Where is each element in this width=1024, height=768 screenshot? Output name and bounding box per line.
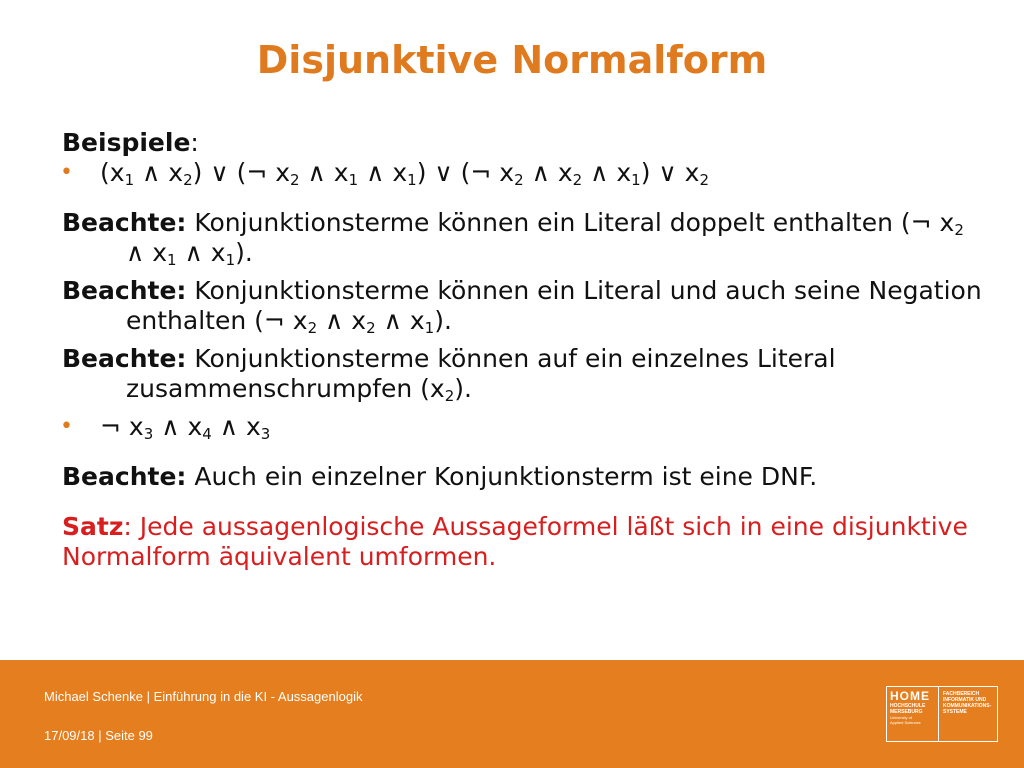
note-label: Beachte: bbox=[62, 208, 187, 237]
logo-name-1: HOCHSCHULE bbox=[890, 703, 926, 709]
formula-2: ¬ $x_3$ ∧ $x_4$ ∧ $x_3$ bbox=[100, 412, 271, 443]
logo-mark: HOME bbox=[890, 689, 930, 703]
footer-bar bbox=[0, 660, 1024, 768]
logo-sub-1: University of bbox=[890, 715, 913, 720]
note-negation bbox=[62, 276, 982, 336]
note-single-term bbox=[62, 462, 982, 492]
slide-content bbox=[62, 128, 982, 572]
bullet-icon: • bbox=[60, 160, 73, 185]
note-text: Auch ein einzelner Konjunktionsterm ist eine DNF. bbox=[186, 462, 818, 491]
theorem bbox=[62, 512, 982, 572]
bullet-icon: • bbox=[60, 414, 73, 439]
examples-heading-colon: : bbox=[190, 128, 199, 157]
university-logo bbox=[886, 686, 998, 742]
logo-university bbox=[887, 687, 939, 741]
footer-date-page: 17/09/18 | Seite 99 bbox=[44, 728, 153, 743]
note-double-literal bbox=[62, 208, 982, 268]
formula-1: ($x_1$ ∧ $x_2$) ∨ (¬ $x_2$ ∧ $x_1$ ∧ $x_1$) ∨ (¬ $x_2$ ∧ $x_2$ ∧ $x_1$) ∨ $x_2$ bbox=[100, 158, 710, 189]
logo-dept-3: KOMMUNIKATIONS- bbox=[943, 703, 992, 709]
logo-dept-4: SYSTEME bbox=[943, 709, 967, 715]
note-label: Beachte: bbox=[62, 344, 187, 373]
logo-dept-1: FACHBEREICH bbox=[943, 691, 980, 697]
bullet-formula-1 bbox=[62, 158, 982, 188]
bullet-formula-2 bbox=[62, 412, 982, 442]
examples-heading bbox=[62, 128, 982, 158]
note-label: Beachte: bbox=[62, 276, 187, 305]
note-text: Konjunktionsterme können auf ein einzelnes Literal zusammenschrumpfen $(x_2)$. bbox=[126, 344, 836, 405]
note-text: Konjunktionsterme können ein Literal doppelt enthalten (¬ $x_2$ ∧ $x_1$ ∧ $x_1$). bbox=[126, 208, 964, 269]
examples-heading-label: Beispiele bbox=[62, 128, 191, 157]
footer-author-course: Michael Schenke | Einführung in die KI - Aussagenlogik bbox=[44, 689, 363, 704]
slide-title: Disjunktive Normalform bbox=[256, 38, 768, 82]
logo-sub-2: Applied Sciences bbox=[890, 720, 921, 725]
theorem-text: : Jede aussagenlogische Aussageformel läßt sich in eine disjunktive Normalform äquivalent umformen. bbox=[62, 512, 968, 571]
note-label: Beachte: bbox=[62, 462, 187, 491]
logo-department bbox=[943, 691, 997, 715]
note-text: Konjunktionsterme können ein Literal und auch seine Negation enthalten (¬ $x_2$ ∧ $x_2$ ∧ $x_1$). bbox=[126, 276, 982, 337]
logo-name-2: MERSEBURG bbox=[890, 709, 923, 715]
theorem-label: Satz bbox=[62, 512, 124, 541]
note-single-literal bbox=[62, 344, 982, 404]
logo-dept-2: INFORMATIK UND bbox=[943, 697, 987, 703]
